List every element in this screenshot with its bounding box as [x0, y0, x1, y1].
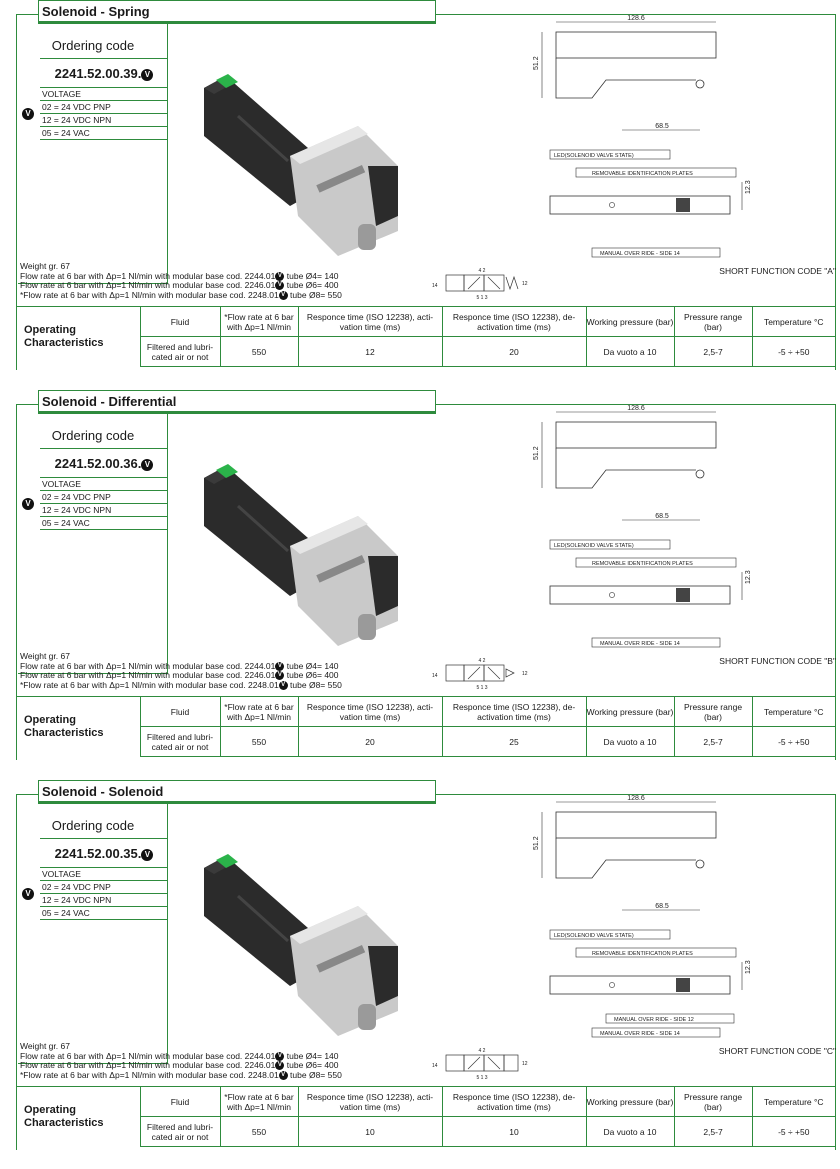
voltage-badge: V: [22, 888, 34, 900]
short-function-code: SHORT FUNCTION CODE "A": [719, 266, 836, 276]
voltage-option: 02 = 24 VDC PNP: [40, 491, 168, 504]
header-cell: Responce time (ISO 12238), acti-vation time (ms): [298, 1087, 442, 1117]
header-cell: Pressure range (bar): [674, 1087, 752, 1117]
schematic-drawing: [536, 538, 756, 658]
svg-text:5 1 3: 5 1 3: [476, 685, 488, 691]
header-cell: Working pressure (bar): [586, 697, 674, 727]
flow-line: Flow rate at 6 bar with Δp=1 Nl/min with modular base cod. 2244.01 V tube Ø4= 140: [20, 660, 339, 671]
dim-height: 51.2: [533, 836, 540, 850]
manual-14-label: MANUAL OVER RIDE - SIDE 14: [600, 251, 680, 257]
weight: Weight gr. 67: [20, 651, 70, 661]
value-cell: Filtered and lubri-cated air or not: [140, 1117, 220, 1147]
dimension-drawing: [516, 12, 746, 142]
svg-text:14: 14: [432, 283, 438, 289]
ordering-code: 2241.52.00.35. V: [40, 838, 168, 868]
header-cell: *Flow rate at 6 bar with Δp=1 Nl/min: [220, 307, 298, 337]
svg-text:4 2: 4 2: [478, 658, 486, 664]
voltage-badge: V: [141, 849, 153, 861]
voltage-option: 12 = 24 VDC NPN: [40, 504, 168, 517]
weight: Weight gr. 67: [20, 1041, 70, 1051]
voltage-list: [40, 478, 168, 530]
dim-offset: 68.5: [655, 903, 669, 910]
header-cell: Responce time (ISO 12238), acti-vation time (ms): [298, 697, 442, 727]
value-cell: 12: [298, 337, 442, 367]
header-cell: Working pressure (bar): [586, 1087, 674, 1117]
dimension-drawing: [516, 792, 746, 922]
op-label: Operating Characteristics: [16, 1087, 140, 1147]
valve-symbol: [432, 265, 532, 301]
value-cell: 550: [220, 337, 298, 367]
voltage-option: 12 = 24 VDC NPN: [40, 114, 168, 127]
svg-text:12: 12: [522, 281, 528, 287]
value-cell: 550: [220, 1117, 298, 1147]
header-cell: Working pressure (bar): [586, 307, 674, 337]
svg-text:5 1 3: 5 1 3: [476, 1075, 488, 1081]
svg-text:4 2: 4 2: [478, 268, 486, 274]
header-cell: Responce time (ISO 12238), de-activation time (ms): [442, 307, 586, 337]
dim-width: 128.6: [627, 15, 645, 22]
operating-characteristics-table: [16, 1086, 836, 1147]
svg-text:14: 14: [432, 673, 438, 679]
valve-symbol: [432, 1045, 532, 1081]
voltage-badge: V: [22, 498, 34, 510]
section-title: Solenoid - Solenoid: [38, 780, 436, 802]
schematic-drawing: [536, 928, 756, 1048]
value-cell: 20: [298, 727, 442, 757]
voltage-header: VOLTAGE: [40, 88, 168, 101]
value-cell: Filtered and lubri-cated air or not: [140, 727, 220, 757]
value-cell: Da vuoto a 10: [586, 1117, 674, 1147]
led-label: LED(SOLENOID VALVE STATE): [554, 543, 634, 549]
value-cell: 550: [220, 727, 298, 757]
header-cell: Temperature °C: [752, 307, 836, 337]
header-cell: Pressure range (bar): [674, 697, 752, 727]
op-label: Operating Characteristics: [16, 307, 140, 367]
flow-line: Flow rate at 6 bar with Δp=1 Nl/min with modular base cod. 2246.01 V tube Ø6= 400: [20, 670, 339, 680]
weight: Weight gr. 67: [20, 261, 70, 271]
plates-label: REMOVABLE IDENTIFICATION PLATES: [592, 171, 693, 177]
valve-symbol: [432, 655, 532, 691]
dim-width: 128.6: [627, 405, 645, 412]
op-label: Operating Characteristics: [16, 697, 140, 757]
valve-photo: [198, 56, 418, 256]
voltage-option: 05 = 24 VAC: [40, 127, 168, 140]
voltage-header: VOLTAGE: [40, 868, 168, 881]
svg-text:12: 12: [522, 1061, 528, 1067]
header-cell: Fluid: [140, 307, 220, 337]
voltage-option: 12 = 24 VDC NPN: [40, 894, 168, 907]
dim-small: 12.3: [745, 180, 752, 194]
operating-characteristics-table: [16, 306, 836, 367]
dim-width: 128.6: [627, 795, 645, 802]
flow-line: Flow rate at 6 bar with Δp=1 Nl/min with modular base cod. 2246.01 V tube Ø6= 400: [20, 280, 339, 290]
value-cell: Da vuoto a 10: [586, 337, 674, 367]
ordering-code-label: Ordering code: [51, 38, 135, 53]
dim-height: 51.2: [533, 56, 540, 70]
value-cell: 25: [442, 727, 586, 757]
value-cell: -5 ÷ +50: [752, 337, 836, 367]
voltage-option: 05 = 24 VAC: [40, 907, 168, 920]
value-cell: Filtered and lubri-cated air or not: [140, 337, 220, 367]
header-cell: Fluid: [140, 1087, 220, 1117]
dim-offset: 68.5: [655, 123, 669, 130]
voltage-list: [40, 868, 168, 920]
ordering-code: 2241.52.00.39. V: [40, 58, 168, 88]
section-title: Solenoid - Spring: [38, 0, 436, 22]
svg-text:4 2: 4 2: [478, 1048, 486, 1054]
header-cell: Responce time (ISO 12238), de-activation time (ms): [442, 1087, 586, 1117]
section-spring: [16, 0, 836, 372]
flow-line: *Flow rate at 6 bar with Δp=1 Nl/min with modular base cod. 2248.01 V tube Ø8= 550: [20, 289, 342, 300]
flow-line: *Flow rate at 6 bar with Δp=1 Nl/min with modular base cod. 2248.01 V tube Ø8= 550: [20, 679, 342, 690]
flow-line: Flow rate at 6 bar with Δp=1 Nl/min with modular base cod. 2244.01 V tube Ø4= 140: [20, 270, 339, 281]
header-cell: Responce time (ISO 12238), de-activation time (ms): [442, 697, 586, 727]
voltage-badge: V: [141, 69, 153, 81]
flow-line: Flow rate at 6 bar with Δp=1 Nl/min with modular base cod. 2244.01 V tube Ø4= 140: [20, 1050, 339, 1061]
plates-label: REMOVABLE IDENTIFICATION PLATES: [592, 561, 693, 567]
voltage-option: 02 = 24 VDC PNP: [40, 101, 168, 114]
schematic-drawing: [536, 148, 756, 268]
svg-text:12: 12: [522, 671, 528, 677]
svg-text:14: 14: [432, 1063, 438, 1069]
value-cell: 10: [442, 1117, 586, 1147]
operating-characteristics-table: [16, 696, 836, 757]
valve-photo: [198, 446, 418, 646]
valve-photo: [198, 836, 418, 1036]
ordering-code-label: Ordering code: [51, 428, 135, 443]
dimension-drawing: [516, 402, 746, 532]
value-cell: -5 ÷ +50: [752, 1117, 836, 1147]
ordering-code: 2241.52.00.36. V: [40, 448, 168, 478]
voltage-option: 02 = 24 VDC PNP: [40, 881, 168, 894]
led-label: LED(SOLENOID VALVE STATE): [554, 933, 634, 939]
ordering-code-box: [18, 22, 168, 284]
dim-height: 51.2: [533, 446, 540, 460]
flow-info: [20, 262, 342, 300]
value-cell: 20: [442, 337, 586, 367]
dim-offset: 68.5: [655, 513, 669, 520]
voltage-badge: V: [22, 108, 34, 120]
plates-label: REMOVABLE IDENTIFICATION PLATES: [592, 951, 693, 957]
flow-line: *Flow rate at 6 bar with Δp=1 Nl/min with modular base cod. 2248.01 V tube Ø8= 550: [20, 1069, 342, 1080]
ordering-code-box: [18, 412, 168, 674]
voltage-option: 05 = 24 VAC: [40, 517, 168, 530]
value-cell: 2,5-7: [674, 1117, 752, 1147]
svg-text:5 1 3: 5 1 3: [476, 295, 488, 301]
header-cell: Temperature °C: [752, 1087, 836, 1117]
dim-small: 12.3: [745, 960, 752, 974]
voltage-badge: V: [141, 459, 153, 471]
voltage-list: [40, 88, 168, 140]
section-solenoid: [16, 780, 836, 1152]
section-title: Solenoid - Differential: [38, 390, 436, 412]
short-function-code: SHORT FUNCTION CODE "C": [718, 1046, 836, 1056]
ordering-code-label: Ordering code: [51, 818, 135, 833]
header-cell: Pressure range (bar): [674, 307, 752, 337]
value-cell: 2,5-7: [674, 337, 752, 367]
voltage-header: VOLTAGE: [40, 478, 168, 491]
led-label: LED(SOLENOID VALVE STATE): [554, 153, 634, 159]
header-cell: Temperature °C: [752, 697, 836, 727]
value-cell: -5 ÷ +50: [752, 727, 836, 757]
flow-info: [20, 1042, 342, 1080]
value-cell: Da vuoto a 10: [586, 727, 674, 757]
flow-info: [20, 652, 342, 690]
manual-12-label: MANUAL OVER RIDE - SIDE 12: [614, 1017, 694, 1023]
header-cell: *Flow rate at 6 bar with Δp=1 Nl/min: [220, 1087, 298, 1117]
manual-14-label: MANUAL OVER RIDE - SIDE 14: [600, 1031, 680, 1037]
value-cell: 2,5-7: [674, 727, 752, 757]
header-cell: Responce time (ISO 12238), acti-vation time (ms): [298, 307, 442, 337]
value-cell: 10: [298, 1117, 442, 1147]
ordering-code-box: [18, 802, 168, 1064]
header-cell: Fluid: [140, 697, 220, 727]
flow-line: Flow rate at 6 bar with Δp=1 Nl/min with modular base cod. 2246.01 V tube Ø6= 400: [20, 1060, 339, 1070]
short-function-code: SHORT FUNCTION CODE "B": [719, 656, 836, 666]
header-cell: *Flow rate at 6 bar with Δp=1 Nl/min: [220, 697, 298, 727]
section-differential: [16, 390, 836, 762]
manual-14-label: MANUAL OVER RIDE - SIDE 14: [600, 641, 680, 647]
dim-small: 12.3: [745, 570, 752, 584]
